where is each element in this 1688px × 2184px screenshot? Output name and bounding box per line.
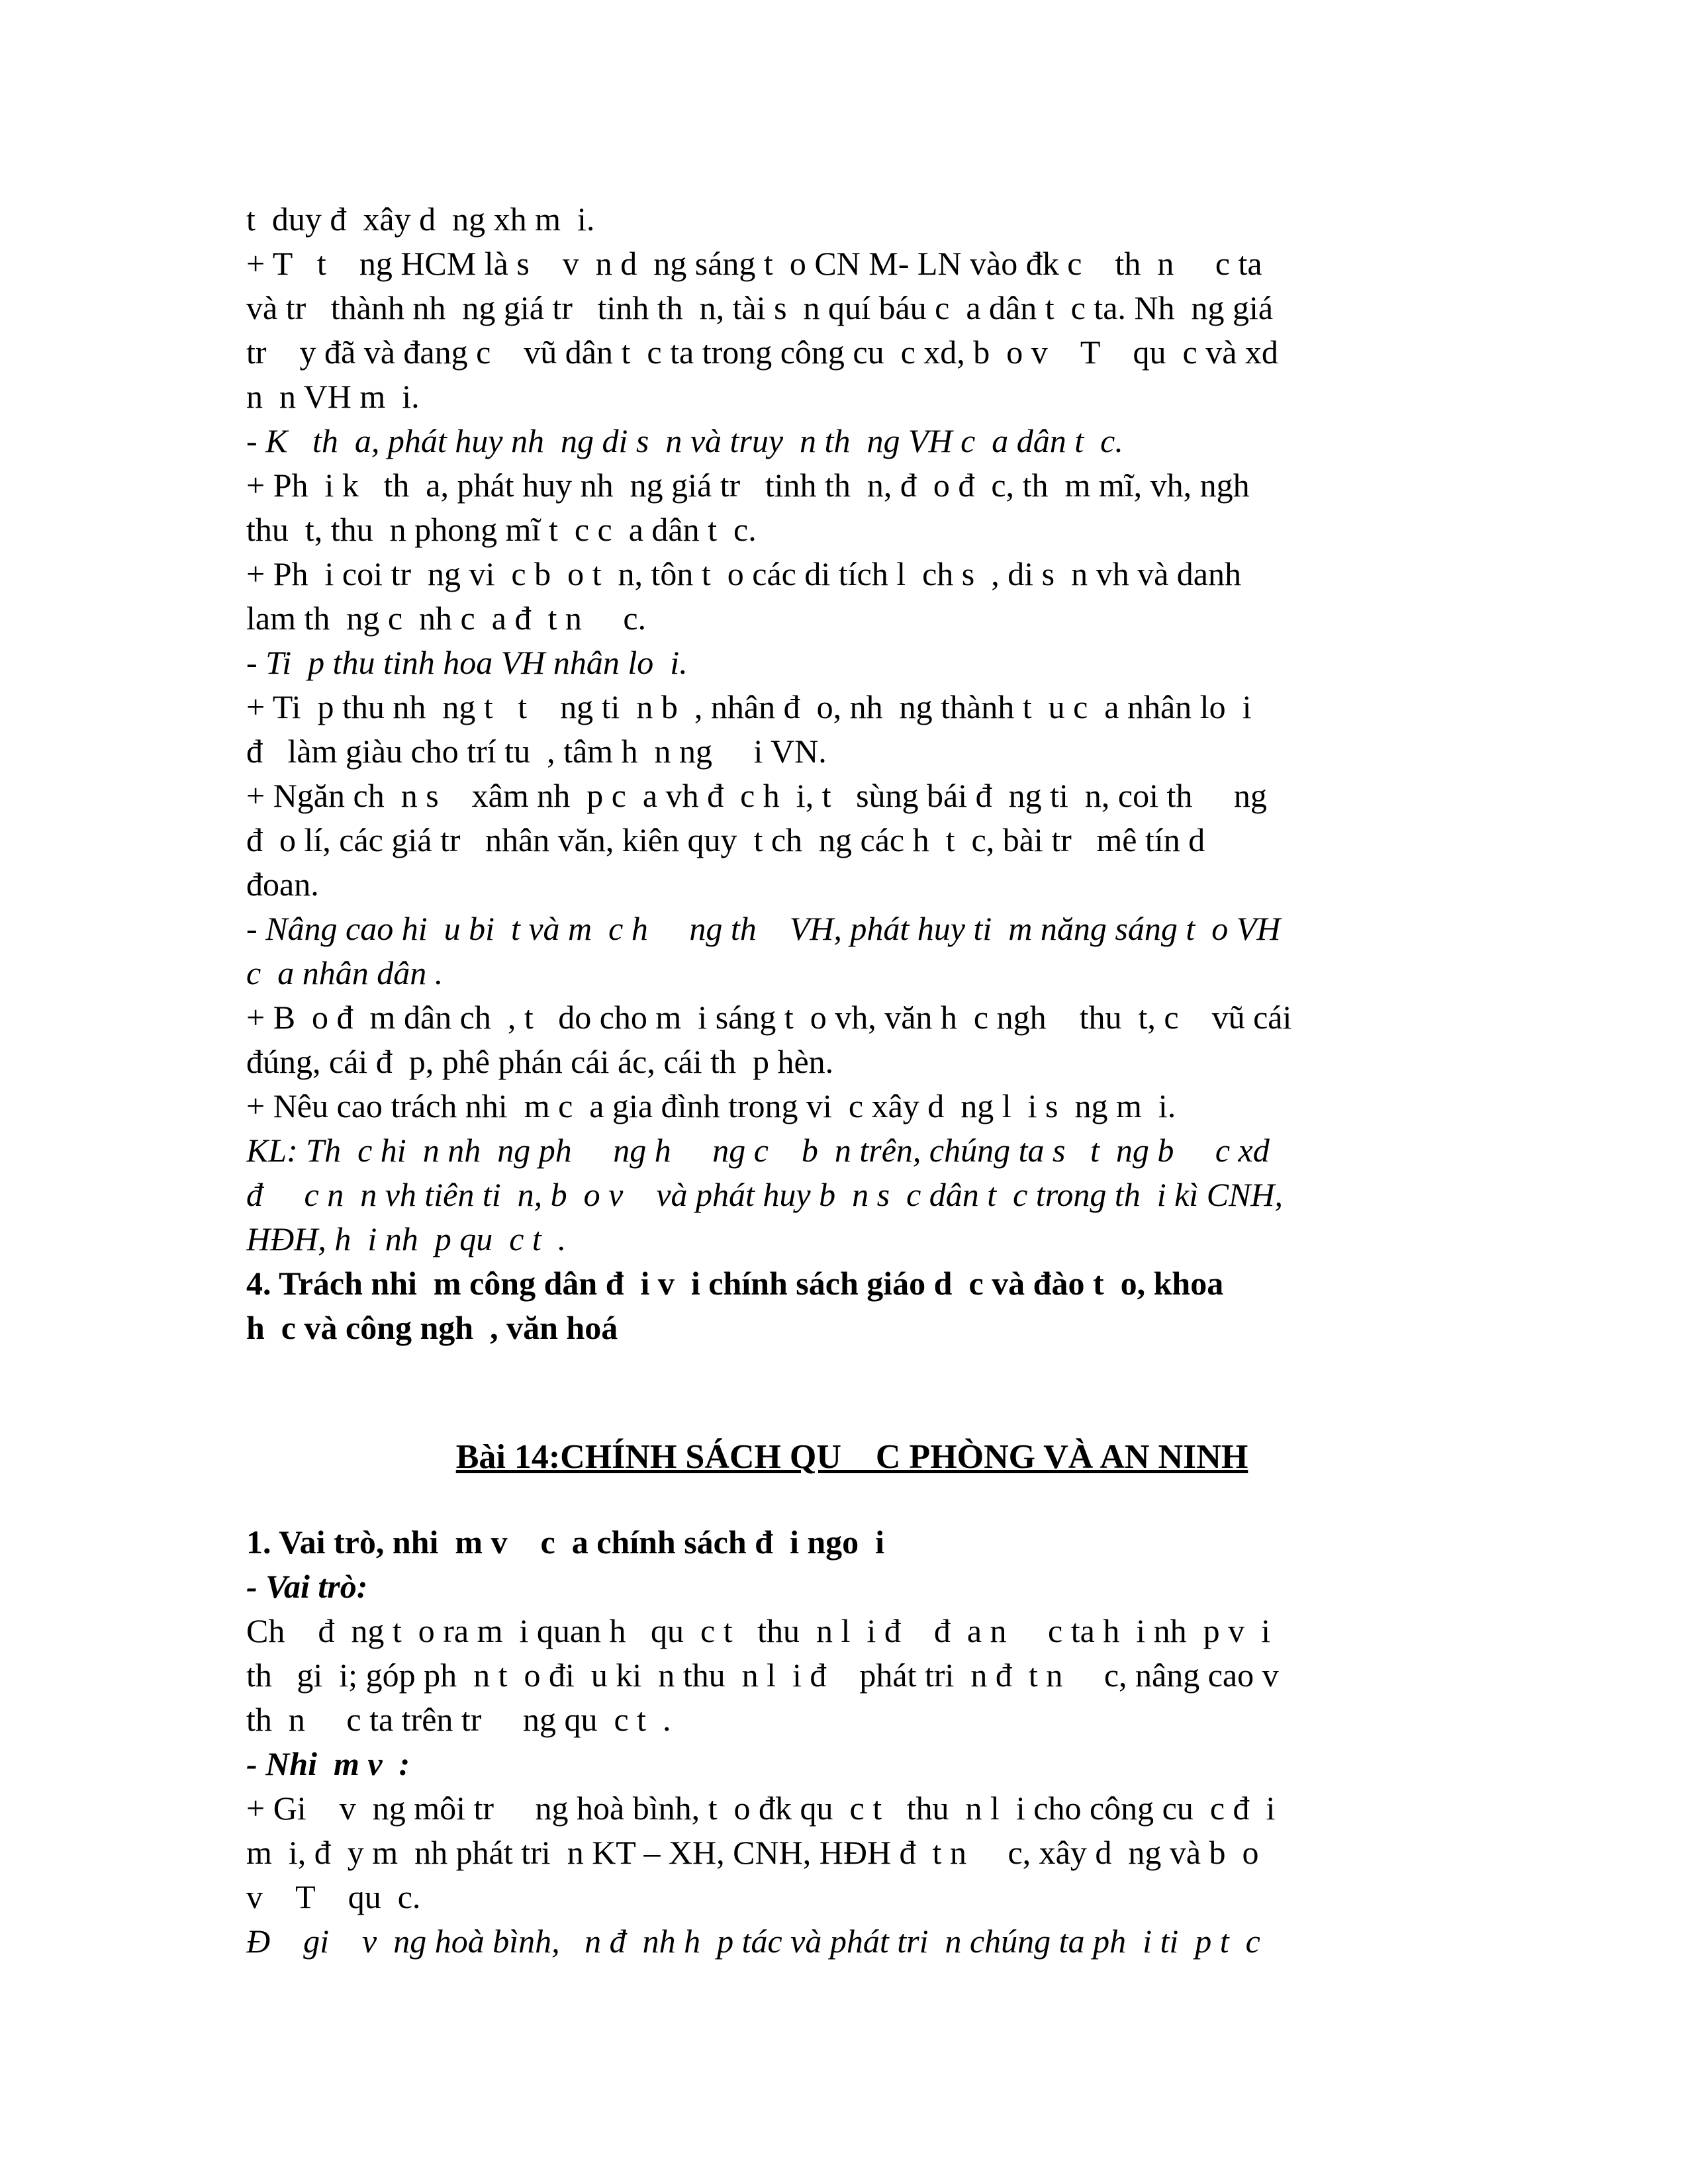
text-line: và tr thành nh ng giá tr tinh th n, tài s n quí báu c a dân t c ta. Nh ng giá [246, 289, 1274, 326]
text-line: h c và công ngh , văn hoá [246, 1309, 618, 1346]
text-line: t duy đ xây d ng xh m i. [246, 201, 595, 238]
text-line: th gi i; góp ph n t o đi u ki n thu n l i đ phát tri n đ t n c, nâng cao v [246, 1657, 1279, 1694]
text-line: + B o đ m dân ch , t do cho m i sáng t o vh, văn h c ngh thu t, c vũ cái [246, 999, 1292, 1036]
text-line: - Nâng cao hi u bi t và m c h ng th VH, phát huy ti m năng sáng t o VH [246, 910, 1281, 947]
text-line: + Ph i coi tr ng vi c b o t n, tôn t o các di tích l ch s , di s n vh và danh [246, 555, 1242, 592]
text-line: đ làm giàu cho trí tu , tâm h n ng i VN. [246, 733, 827, 770]
text-line: c a nhân dân . [246, 954, 444, 991]
text-line: đúng, cái đ p, phê phán cái ác, cái th p hèn. [246, 1043, 834, 1080]
text-line: đ c n n vh tiên ti n, b o v và phát huy b n s c dân t c trong th i kì CNH, [246, 1176, 1284, 1213]
text-line: lam th ng c nh c a đ t n c. [246, 600, 647, 637]
text-line: - Nhi m v : [246, 1745, 410, 1782]
section-foreign-policy [246, 1520, 1458, 1964]
text-line: + T t ng HCM là s v n d ng sáng t o CN M- LN vào đk c th n c ta [246, 245, 1262, 282]
lesson-title-text: Bài 14:CHÍNH SÁCH QU C PHÒNG VÀ AN NINH [455, 1438, 1248, 1476]
spacer [246, 1350, 1458, 1435]
text-line: đoan. [246, 866, 319, 903]
text-line: + Ngăn ch n s xâm nh p c a vh đ c h i, t sùng bái đ ng ti n, coi th ng [246, 777, 1267, 814]
text-line: - Ti p thu tinh hoa VH nhân lo i. [246, 644, 688, 681]
text-line: + Ph i k th a, phát huy nh ng giá tr tinh th n, đ o đ c, th m mĩ, vh, ngh [246, 467, 1250, 504]
text-line: m i, đ y m nh phát tri n KT – XH, CNH, HĐH đ t n c, xây d ng và b o [246, 1834, 1259, 1871]
lesson-title [246, 1435, 1458, 1479]
text-line: KL: Th c hi n nh ng ph ng h ng c b n trên, chúng ta s t ng b c xd [246, 1132, 1270, 1169]
text-line: + Nêu cao trách nhi m c a gia đình trong vi c xây d ng l i s ng m i. [246, 1087, 1176, 1124]
document-page [246, 197, 1458, 1964]
text-line: Ch đ ng t o ra m i quan h qu c t thu n l i đ đ a n c ta h i nh p v i [246, 1612, 1271, 1649]
text-line: thu t, thu n phong mĩ t c c a dân t c. [246, 511, 757, 548]
text-line: tr y đã và đang c vũ dân t c ta trong công cu c xd, b o v T qu c và xd [246, 334, 1278, 371]
text-line: + Ti p thu nh ng t t ng ti n b , nhân đ o, nh ng thành t u c a nhân lo i [246, 688, 1252, 725]
text-line: Đ gi v ng hoà bình, n đ nh h p tác và phát tri n chúng ta ph i ti p t c [246, 1923, 1260, 1960]
text-line: HĐH, h i nh p qu c t . [246, 1220, 567, 1257]
section-culture-policy [246, 197, 1458, 1350]
text-line: 4. Trách nhi m công dân đ i v i chính sách giáo d c và đào t o, khoa [246, 1265, 1224, 1302]
text-line: th n c ta trên tr ng qu c t . [246, 1701, 671, 1738]
text-line: - Vai trò: [246, 1568, 368, 1605]
text-line: - K th a, phát huy nh ng di s n và truy n th ng VH c a dân t c. [246, 422, 1123, 459]
text-line: n n VH m i. [246, 378, 420, 415]
text-line: 1. Vai trò, nhi m v c a chính sách đ i ngo i [246, 1524, 885, 1561]
text-line: đ o lí, các giá tr nhân văn, kiên quy t ch ng các h t c, bài tr mê tín d [246, 821, 1205, 858]
text-line: v T qu c. [246, 1878, 421, 1915]
spacer [246, 1479, 1458, 1520]
text-line: + Gi v ng môi tr ng hoà bình, t o đk qu c t thu n l i cho công cu c đ i [246, 1790, 1276, 1827]
